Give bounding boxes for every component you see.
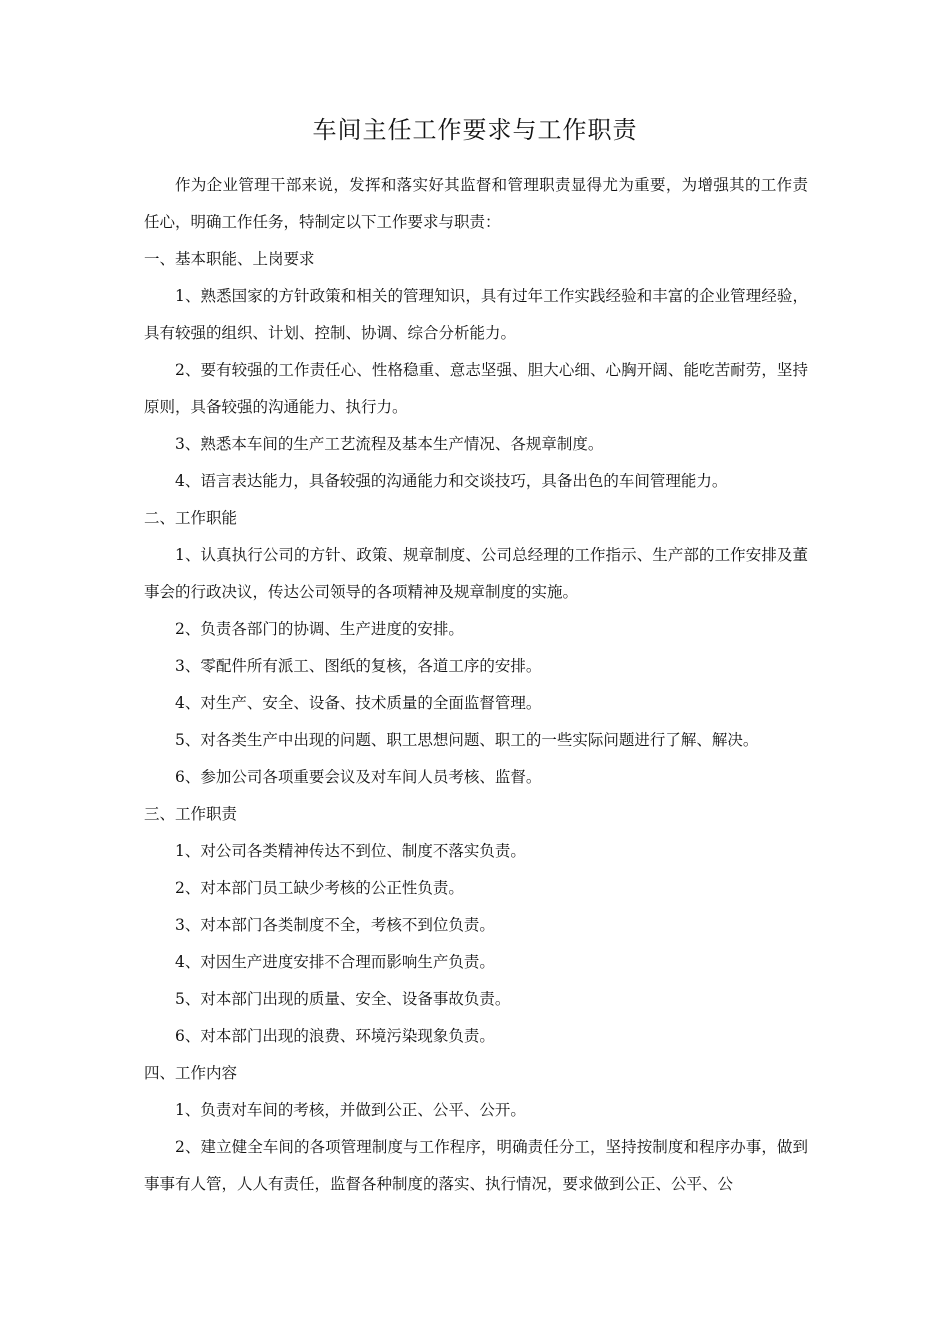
list-item: 2、负责各部门的协调、生产进度的安排。: [175, 620, 464, 638]
list-item: 3、零配件所有派工、图纸的复核，各道工序的安排。: [175, 657, 542, 675]
list-item: 1、负责对车间的考核，并做到公正、公平、公开。: [175, 1101, 526, 1119]
list-item: 2、建立健全车间的各项管理制度与工作程序，明确责任分工，坚持按制度和程序办事，做到事事有人管，人人有责任，监督各种制度的落实、执行情况，要求做到公正、公平、公: [144, 1138, 808, 1193]
list-item: 5、对各类生产中出现的问题、职工思想问题、职工的一些实际问题进行了解、解决。: [175, 731, 759, 749]
list-item: 1、认真执行公司的方针、政策、规章制度、公司总经理的工作指示、生产部的工作安排及董事会的行政决议，传达公司领导的各项精神及规章制度的实施。: [144, 546, 808, 601]
list-item: 4、对生产、安全、设备、技术质量的全面监督管理。: [175, 694, 542, 712]
section-heading: 三、工作职责: [144, 805, 238, 823]
list-item: 2、要有较强的工作责任心、性格稳重、意志坚强、胆大心细、心胸开阔、能吃苦耐劳，坚持原则，具备较强的沟通能力、执行力。: [144, 361, 808, 416]
list-item: 1、对公司各类精神传达不到位、制度不落实负责。: [175, 842, 526, 860]
list-item: 4、对因生产进度安排不合理而影响生产负责。: [175, 953, 495, 971]
document-body: [144, 167, 808, 1203]
section-heading: 二、工作职能: [144, 509, 238, 527]
section-heading: 一、基本职能、上岗要求: [144, 250, 315, 268]
list-item: 6、对本部门出现的浪费、环境污染现象负责。: [175, 1027, 495, 1045]
list-item: 1、熟悉国家的方针政策和相关的管理知识，具有过年工作实践经验和丰富的企业管理经验，具有较强的组织、计划、控制、协调、综合分析能力。: [144, 287, 808, 342]
list-item: 5、对本部门出现的质量、安全、设备事故负责。: [175, 990, 511, 1008]
list-item: 4、语言表达能力，具备较强的沟通能力和交谈技巧，具备出色的车间管理能力。: [175, 472, 728, 490]
list-item: 3、熟悉本车间的生产工艺流程及基本生产情况、各规章制度。: [175, 435, 604, 453]
list-item: 6、参加公司各项重要会议及对车间人员考核、监督。: [175, 768, 542, 786]
list-item: 3、对本部门各类制度不全，考核不到位负责。: [175, 916, 495, 934]
section-heading: 四、工作内容: [144, 1064, 238, 1082]
intro-paragraph: 作为企业管理干部来说，发挥和落实好其监督和管理职责显得尤为重要，为增强其的工作责任心，明确工作任务，特制定以下工作要求与职责：: [144, 176, 808, 231]
document-title: 车间主任工作要求与工作职责: [312, 116, 638, 144]
list-item: 2、对本部门员工缺少考核的公正性负责。: [175, 879, 464, 897]
